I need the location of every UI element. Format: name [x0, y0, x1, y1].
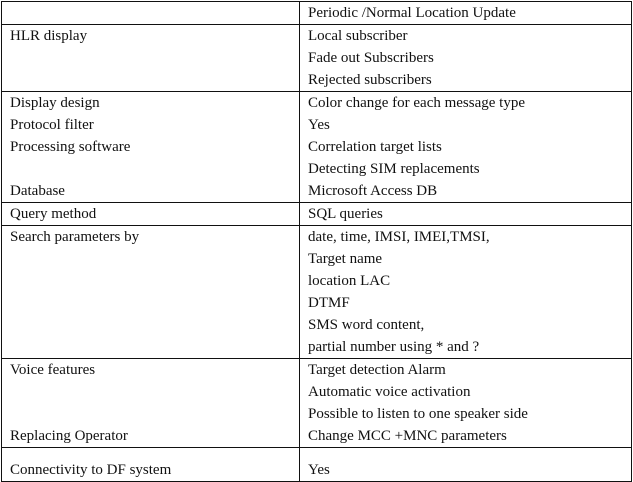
- feature-cell: [2, 25, 300, 92]
- feature-label: Protocol filter: [10, 117, 94, 133]
- header-cell-title: [300, 2, 632, 25]
- feature-label: Replacing Operator: [10, 428, 128, 444]
- table-row: [2, 226, 632, 359]
- value-line: partial number using * and ?: [308, 339, 480, 355]
- document: [1, 1, 631, 477]
- feature-label: Display design: [10, 95, 100, 111]
- value-cell: [300, 92, 632, 203]
- feature-label-blank: [10, 381, 299, 403]
- value-line: Automatic voice activation: [308, 384, 471, 400]
- table-header-row: [2, 2, 632, 25]
- value-line: Detecting SIM replacements: [308, 161, 480, 177]
- feature-cell: [2, 92, 300, 203]
- feature-label-blank: [10, 403, 299, 425]
- value-line: Target detection Alarm: [308, 362, 446, 378]
- value-line: Change MCC +MNC parameters: [308, 428, 507, 444]
- feature-cell: [2, 359, 300, 448]
- table-row: [2, 25, 632, 92]
- value-line: Possible to listen to one speaker side: [308, 406, 528, 422]
- value-cell: [300, 359, 632, 448]
- table-row: [2, 92, 632, 203]
- value-line: Color change for each message type: [308, 95, 525, 111]
- feature-cell: [2, 448, 300, 482]
- value-line: date, time, IMSI, IMEI,TMSI,: [308, 229, 490, 245]
- value-line: Yes: [308, 117, 330, 133]
- value-line: Yes: [308, 462, 330, 478]
- feature-label: HLR display: [10, 28, 88, 44]
- feature-label: Query method: [10, 206, 97, 222]
- value-line: location LAC: [308, 273, 391, 289]
- value-line: SQL queries: [308, 206, 383, 222]
- value-cell: [300, 226, 632, 359]
- table-row: [2, 448, 632, 482]
- value-line: Microsoft Access DB: [308, 183, 438, 199]
- value-cell: [300, 25, 632, 92]
- value-line: Correlation target lists: [308, 139, 442, 155]
- feature-cell: [2, 226, 300, 359]
- header-title: Periodic /Normal Location Update: [308, 5, 516, 21]
- value-line: Local subscriber: [308, 28, 408, 44]
- value-line: Fade out Subscribers: [308, 50, 434, 66]
- feature-cell: [2, 203, 300, 226]
- feature-label: Search parameters by: [10, 229, 140, 245]
- feature-label-blank: [10, 158, 299, 180]
- header-col1-text: [2, 2, 299, 24]
- table-row: [2, 203, 632, 226]
- value-cell: [300, 203, 632, 226]
- header-cell-empty: [2, 2, 300, 25]
- value-line: Target name: [308, 251, 383, 267]
- specification-table: [1, 1, 632, 482]
- value-cell: [300, 448, 632, 482]
- feature-label: Processing software: [10, 139, 131, 155]
- value-line: SMS word content,: [308, 317, 425, 333]
- feature-label: Voice features: [10, 362, 96, 378]
- table-row: [2, 359, 632, 448]
- value-line: Rejected subscribers: [308, 72, 432, 88]
- feature-label: Connectivity to DF system: [10, 462, 172, 478]
- feature-label: Database: [10, 183, 65, 199]
- value-line: DTMF: [308, 295, 350, 311]
